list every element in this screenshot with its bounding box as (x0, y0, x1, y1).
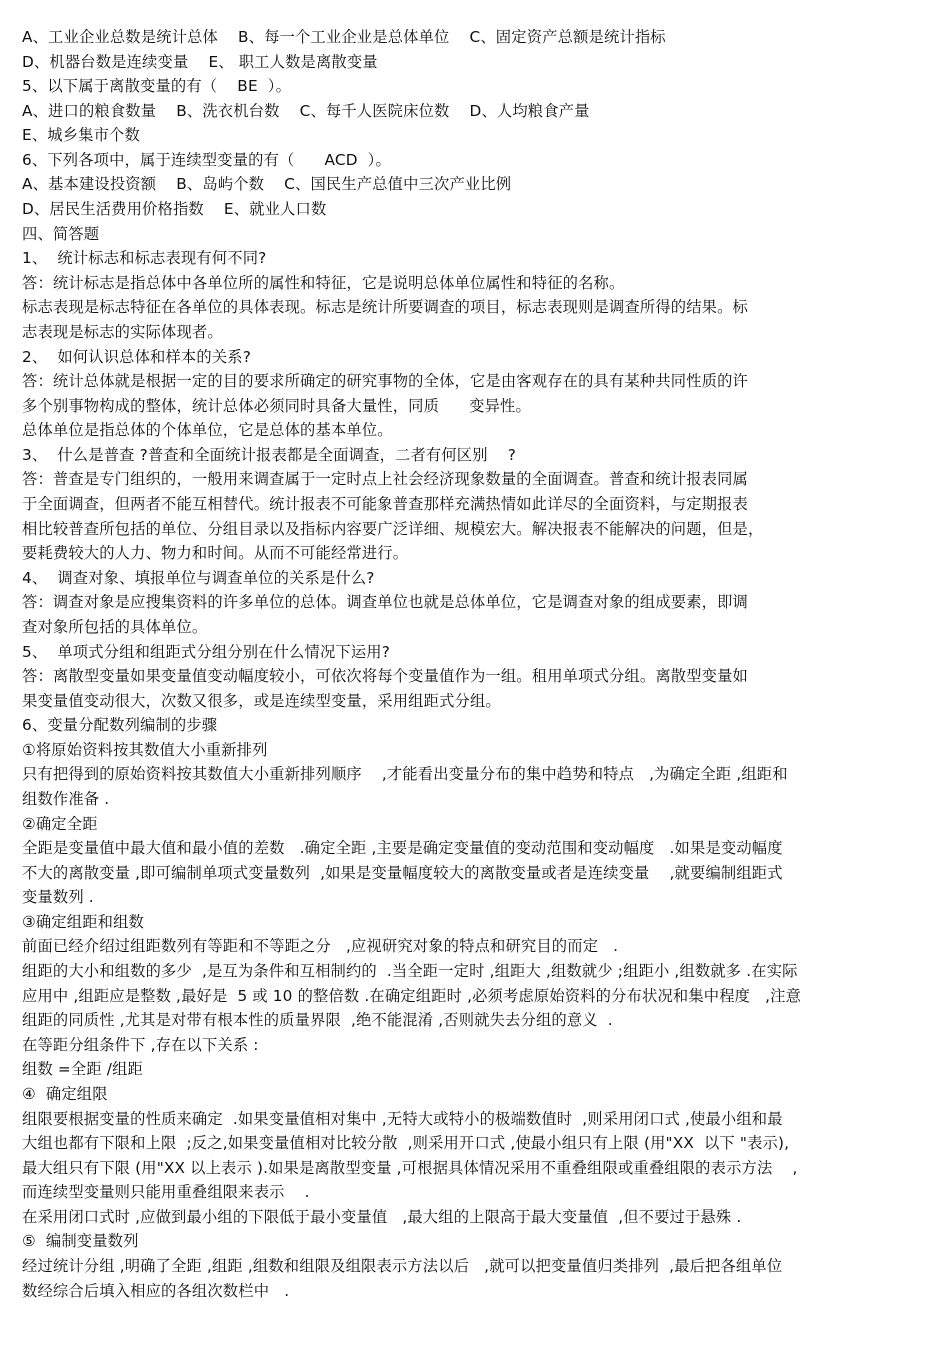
text-line: 在等距分组条件下 ,存在以下关系 : (22, 1035, 259, 1054)
text-line: 不大的离散变量 ,即可编制单项式变量数列 ,如果是变量幅度较大的离散变量或者是连续变量 ,就要编制组距式 (22, 863, 783, 882)
text-line: 5、以下属于离散变量的有（ BE ）。 (22, 77, 292, 96)
text-line: 组数作准备 . (22, 789, 110, 808)
text-line: 组限要根据变量的性质来确定 .如果变量值相对集中 ,无特大或特小的极端数值时 ,则采用闭口式 ,使最小组和最 (22, 1109, 783, 1128)
text-line: 4、 调查对象、填报单位与调查单位的关系是什么? (22, 568, 375, 587)
text-line: ⑤ 编制变量数列 (22, 1232, 139, 1251)
text-line: 6、变量分配数列编制的步骤 (22, 716, 218, 735)
text-line: 查对象所包括的具体单位。 (22, 617, 208, 636)
text-line: 应用中 ,组距应是整数 ,最好是 5 或 10 的整倍数 .在确定组距时 ,必须考虑原始资料的分布状况和集中程度 ,注意 (22, 986, 802, 1005)
text-line: 前面已经介绍过组距数列有等距和不等距之分 ,应视研究对象的特点和研究目的而定 . (22, 937, 619, 956)
text-line: 于全面调查，但两者不能互相替代。统计报表不可能象普查那样充满热情如此详尽的全面资料，与定期报表 (22, 495, 749, 514)
text-line: 组距的同质性 ,尤其是对带有根本性的质量界限 ,绝不能混淆 ,否则就失去分组的意义 . (22, 1011, 613, 1030)
text-line: 答：调查对象是应搜集资料的许多单位的总体。调查单位也就是总体单位，它是调查对象的组成要素，即调 (22, 593, 749, 612)
text-line: 经过统计分组 ,明确了全距 ,组距 ,组数和组限及组限表示方法以后 ,就可以把变量值归类排列 ,最后把各组单位 (22, 1257, 783, 1275)
text-line: 果变量值变动很大，次数又很多，或是连续型变量，采用组距式分组。 (22, 691, 501, 710)
text-line: 相比较普查所包括的单位、分组目录以及指标内容要广泛详细、规模宏大。解决报表不能解决的问题，但是， (22, 519, 764, 538)
text-line: ③确定组距和组数 (22, 912, 144, 931)
text-line: 数经综合后填入相应的各组次数栏中 . (22, 1281, 290, 1300)
text-line: 变量数列 . (22, 888, 94, 907)
text-line: ④ 确定组限 (22, 1084, 108, 1103)
text-line: D、居民生活费用价格指数 E、就业人口数 (22, 200, 327, 219)
text-line: 组距的大小和组数的多少 ,是互为条件和互相制约的 .当全距一定时 ,组距大 ,组数就少 ;组距小 ,组数就多 .在实际 (22, 962, 798, 981)
text-line: 而连续型变量则只能用重叠组限来表示 . (22, 1183, 310, 1202)
text-line: 答：统计总体就是根据一定的目的要求所确定的研究事物的全体，它是由客观存在的具有某种共同性质的许 (22, 372, 749, 391)
text-line: 在采用闭口式时 ,应做到最小组的下限低于最小变量值 ,最大组的上限高于最大变量值 ,但不要过于悬殊 . (22, 1207, 742, 1226)
text-line: 全距是变量值中最大值和最小值的差数 .确定全距 ,主要是确定变量值的变动范围和变动幅度 .如果是变动幅度 (22, 839, 783, 858)
text-line: ②确定全距 (22, 814, 98, 833)
text-line: 要耗费较大的人力、物力和时间。从而不可能经常进行。 (22, 544, 409, 563)
text-line: 答：统计标志是指总体中各单位所的属性和特征，它是说明总体单位属性和特征的名称。 (22, 273, 625, 292)
text-line: 大组也都有下限和上限 ;反之,如果变量值相对比较分散 ,则采用开口式 ,使最小组只有上限 (用"XX 以下 "表示), (22, 1134, 790, 1153)
text-line: A、进口的粮食数量 B、洗衣机台数 C、每千人医院床位数 D、人均粮食产量 (22, 101, 590, 120)
text-line: 2、 如何认识总体和样本的关系? (22, 347, 251, 366)
text-line: 志表现是标志的实际体现者。 (22, 322, 223, 341)
text-line: A、基本建设投资额 B、岛屿个数 C、国民生产总值中三次产业比例 (22, 175, 512, 194)
text-line: 四、简答题 (22, 224, 100, 243)
text-line: 5、 单项式分组和组距式分组分别在什么情况下运用? (22, 642, 391, 661)
text-line: 组数 =全距 /组距 (22, 1060, 143, 1079)
text-line: 答：普查是专门组织的，一般用来调查属于一定时点上社会经济现象数量的全面调查。普查和统计报表同属 (22, 470, 749, 489)
text-line: 最大组只有下限 (用"XX 以上表示 ).如果是离散型变量 ,可根据具体情况采用不重叠组限或重叠组限的表示方法 , (22, 1158, 798, 1177)
text-line: 3、 什么是普查 ?普查和全面统计报表都是全面调查，二者有何区别 ? (22, 445, 517, 464)
text-line: E、城乡集市个数 (22, 126, 140, 145)
text-line: 只有把得到的原始资料按其数值大小重新排列顺序 ,才能看出变量分布的集中趋势和特点 ,为确定全距 ,组距和 (22, 765, 788, 784)
text-line: A、工业企业总数是统计总体 B、每一个工业企业是总体单位 C、固定资产总额是统计指标 (22, 28, 666, 46)
text-line: 1、 统计标志和标志表现有何不同? (22, 249, 267, 268)
text-line: 总体单位是指总体的个体单位，它是总体的基本单位。 (22, 421, 393, 440)
text-line: 标志表现是标志特征在各单位的具体表现。标志是统计所要调查的项目，标志表现则是调查所得的结果。标 (22, 298, 749, 317)
text-line: ①将原始资料按其数值大小重新排列 (22, 740, 268, 759)
text-line: 多个别事物构成的整体，统计总体必须同时具备大量性，同质 变异性。 (22, 396, 531, 415)
text-line: 答：离散型变量如果变量值变动幅度较小，可依次将每个变量值作为一组。租用单项式分组。离散型变量如 (22, 667, 749, 686)
text-line: 6、下列各项中，属于连续型变量的有（ ACD ）。 (22, 150, 391, 169)
text-line: D、机器台数是连续变量 E、 职工人数是离散变量 (22, 52, 378, 71)
